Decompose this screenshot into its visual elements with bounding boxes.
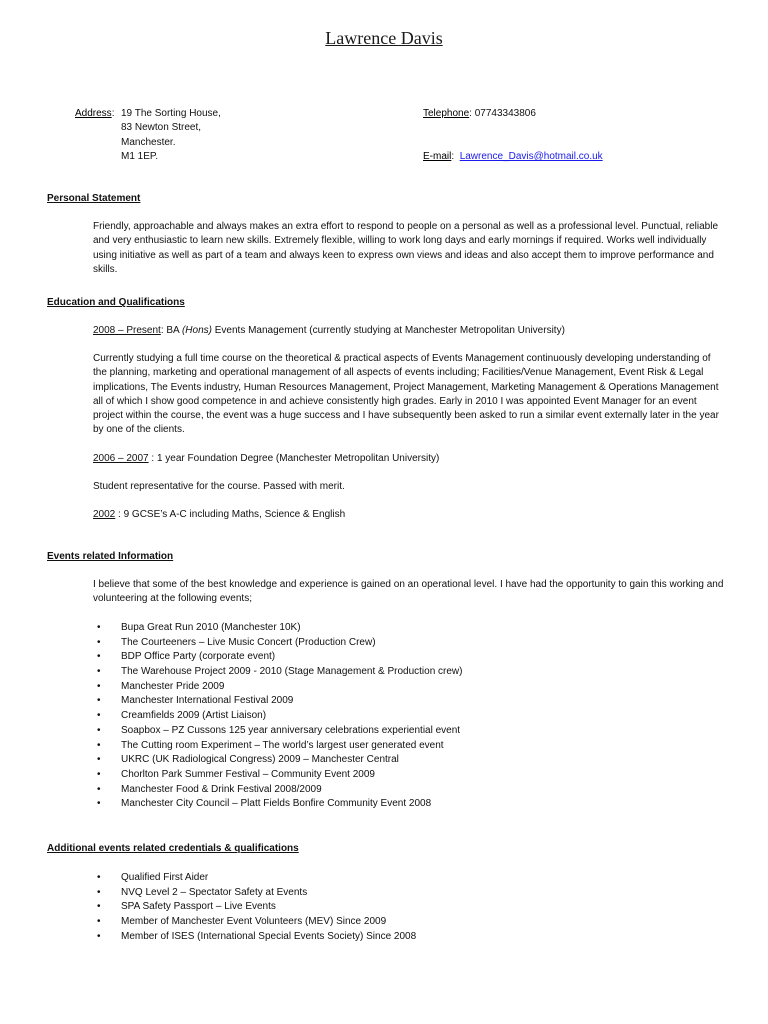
education-entry-3: 2002 : 9 GCSE’s A-C including Maths, Science & English <box>93 509 346 520</box>
email: E-mail: Lawrence_Davis@hotmail.co.uk <box>423 151 603 162</box>
credentials-list <box>93 871 416 944</box>
telephone-value: 07743343806 <box>474 108 536 119</box>
address-line: M1 1EP. <box>121 150 159 162</box>
education-heading: Education and Qualifications <box>47 297 185 308</box>
address-label: Address: <box>75 108 115 119</box>
events-heading: Events related Information <box>47 551 174 562</box>
list-item: • The Cutting room Experiment – The world’s largest user generated event <box>93 739 462 754</box>
list-item: • The Courteeners – Live Music Concert (Production Crew) <box>93 636 462 651</box>
list-item: • Soapbox – PZ Cussons 125 year anniversary celebrations experiential event <box>93 724 462 739</box>
personal-statement-heading: Personal Statement <box>47 193 141 204</box>
list-item: • SPA Safety Passport – Live Events <box>93 900 416 915</box>
email-link[interactable]: Lawrence_Davis@hotmail.co.uk <box>459 151 603 162</box>
events-intro: I believe that some of the best knowledge and experience is gained on an operational level. I have had the opportunity to gain this working and volunteering at the following events; <box>93 579 724 605</box>
list-item: • BDP Office Party (corporate event) <box>93 650 462 665</box>
telephone-label: Telephone <box>423 108 470 119</box>
list-item: • Manchester Pride 2009 <box>93 680 462 695</box>
education-date: 2006 – 2007 <box>93 453 149 464</box>
address-line: 83 Newton Street, <box>121 122 202 134</box>
list-item: • Manchester Food & Drink Festival 2008/2009 <box>93 783 462 798</box>
credentials-heading: Additional events related credentials & qualifications <box>47 843 299 854</box>
address-block <box>121 107 221 164</box>
education-date: 2008 – Present <box>93 325 161 336</box>
list-item: • Creamfields 2009 (Artist Liaison) <box>93 709 462 724</box>
address-line: Manchester. <box>121 136 176 148</box>
education-entry-1: 2008 – Present: BA (Hons) Events Management (currently studying at Manchester Metropolitan University) <box>93 325 565 336</box>
email-label: E-mail <box>423 151 452 162</box>
list-item: • UKRC (UK Radiological Congress) 2009 – Manchester Central <box>93 753 462 768</box>
list-item: • NVQ Level 2 – Spectator Safety at Events <box>93 886 416 901</box>
list-item: • Bupa Great Run 2010 (Manchester 10K) <box>93 621 462 636</box>
page-title: Lawrence Davis <box>325 28 443 48</box>
address-line: 19 The Sorting House, <box>121 108 221 119</box>
list-item: • Member of ISES (International Special Events Society) Since 2008 <box>93 930 416 945</box>
education-date: 2002 <box>93 509 116 520</box>
events-list <box>93 621 462 812</box>
education-entry-2-description: Student representative for the course. Passed with merit. <box>93 481 345 492</box>
list-item: • Manchester International Festival 2009 <box>93 694 462 709</box>
list-item: • Qualified First Aider <box>93 871 416 886</box>
personal-statement-text: Friendly, approachable and always makes an extra effort to respond to people on a personal as well as a professional level. Punctual, reliable and very enthusiastic to learn new skills. Extremely flexible, willing to work long days and early mornings if required. Works well individually using initiative as well as part of a team and always keen to express own views and ideas and also accept them to improve performance and skills. <box>93 221 718 275</box>
list-item: • The Warehouse Project 2009 - 2010 (Stage Management & Production crew) <box>93 665 462 680</box>
list-item: • Manchester City Council – Platt Fields Bonfire Community Event 2008 <box>93 797 462 812</box>
list-item: • Member of Manchester Event Volunteers (MEV) Since 2009 <box>93 915 416 930</box>
education-entry-2: 2006 – 2007 : 1 year Foundation Degree (Manchester Metropolitan University) <box>93 453 440 464</box>
list-item: • Chorlton Park Summer Festival – Community Event 2009 <box>93 768 462 783</box>
education-entry-1-description: Currently studying a full time course on the theoretical & practical aspects of Events Management continuously developing understanding of the planning, marketing and operational management of all aspects of events including; Facilities/Venue Management, Event Risk & Legal implications, The Events industry, Human Resources Management, Project Management, Marketing Management & Operations Management all of which I show good competence in and achieve consistently high grades. Early in 2010 I was appointed Event Manager for an event project within the course, the event was a huge success and I have subsequently been asked to run a similar event externally later in the year by one of the clients. <box>93 353 719 436</box>
telephone: Telephone: 07743343806 <box>423 108 536 119</box>
